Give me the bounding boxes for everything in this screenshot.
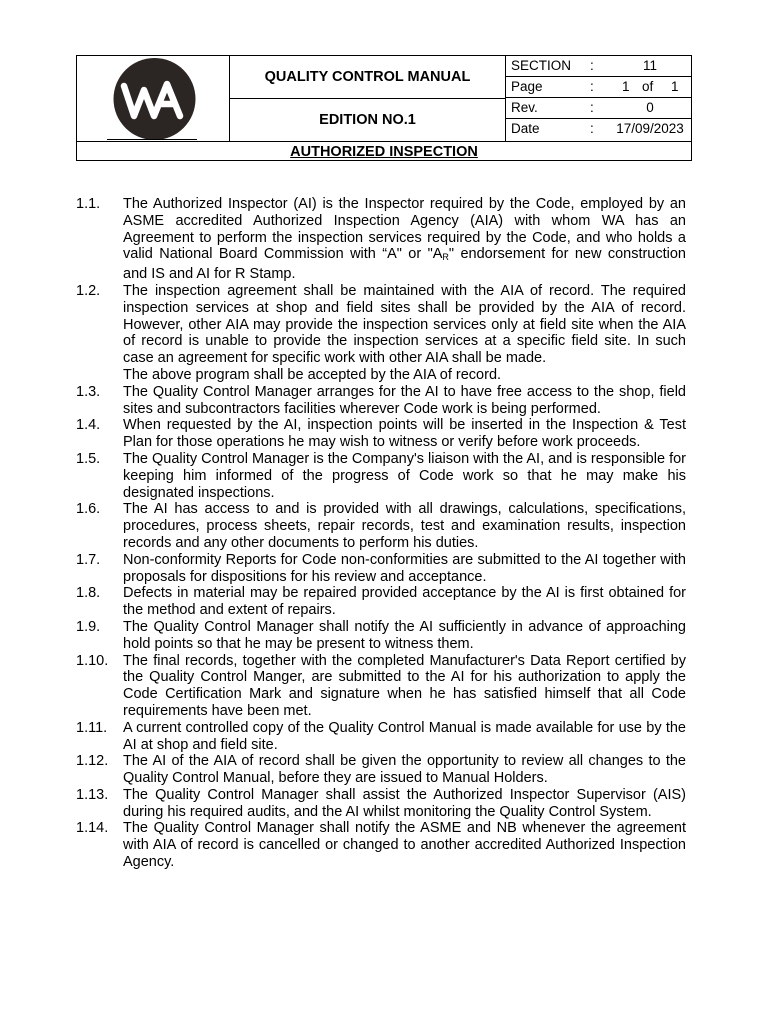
rev-row [506, 98, 692, 119]
item-number: 1.8. [76, 585, 101, 602]
subject-row [77, 141, 691, 161]
section-row [506, 56, 692, 77]
item-number: 1.11. [76, 719, 108, 736]
item-number: 1.2. [76, 282, 101, 299]
rev-label: Rev. [511, 100, 538, 115]
item-text: The Quality Control Manager shall notify the ASME and NB whenever the agreement with AIA of record is cancelled or changed to another accredited Authorized Inspection Agency. [123, 820, 686, 871]
item-text: The final records, together with the completed Manufacturer's Data Report certified by the Quality Control Manger, are submitted to the AI for his authorization to apply the Code Certification Mark and signature when he has satisfied himself that all Code requirements have been met. [123, 652, 686, 719]
section-colon: : [590, 58, 594, 73]
edition-label: EDITION NO.1 [319, 112, 416, 128]
list-item [76, 451, 686, 501]
document-header [76, 55, 692, 161]
list-item [76, 787, 686, 821]
list-item [76, 283, 686, 384]
item-text: Defects in material may be repaired provided acceptance by the AI is first obtained for the method and extent of repairs. [123, 585, 686, 619]
meta-table [505, 56, 692, 141]
date-colon: : [590, 121, 594, 136]
item-text: The AI of the AIA of record shall be given the opportunity to review all changes to the Quality Control Manual, before they are issued to Manual Holders. [123, 753, 686, 787]
list-item [76, 585, 686, 619]
logo-cell [77, 56, 230, 141]
date-value: 17/09/2023 [616, 121, 684, 136]
list-item [76, 619, 686, 653]
page-colon: : [590, 79, 594, 94]
item-number: 1.14. [76, 820, 109, 837]
list-item [76, 417, 686, 451]
item-text: When requested by the AI, inspection points will be inserted in the Inspection & Test Plan for those operations he may wish to witness or verify before work proceeds. [123, 417, 686, 451]
item-text: The Quality Control Manager shall assist the Authorized Inspector Supervisor (AIS) during his required audits, and the AI whilst monitoring the Quality Control System. [123, 786, 686, 820]
page-current: 1 [622, 79, 630, 94]
item-number: 1.6. [76, 501, 101, 518]
item-text: The inspection agreement shall be maintained with the AIA of record. The required inspection services at shop and field sites shall be provided by the AIA of record. However, other AIA may provide the inspection services only at field site when the AIA of record is unable to provide the inspection services at a specific field site. In such case an agreement for specific work with other AIA shall be made. The above program shall be accepted by the AIA of record. [123, 282, 686, 383]
item-text: Non-conformity Reports for Code non-conformities are submitted to the AI together with proposals for dispositions for his review and acceptance. [123, 551, 686, 585]
item-number: 1.4. [76, 417, 101, 434]
item-text: The Quality Control Manager is the Company's liaison with the AI, and is responsible for keeping him informed of the progress of Code work so that he may make his designated inspections. [123, 450, 686, 501]
list-item [76, 653, 686, 720]
list-item [76, 753, 686, 787]
item-number: 1.10. [76, 652, 109, 669]
list-item [76, 820, 686, 870]
item-text: The Quality Control Manager shall notify the AI sufficiently in advance of approaching hold points so that he may be present to witness them. [123, 618, 686, 652]
rev-colon: : [590, 100, 594, 115]
item-number: 1.7. [76, 551, 101, 568]
item-number: 1.3. [76, 383, 101, 400]
item-number: 1.13. [76, 786, 109, 803]
item-text: The AI has access to and is provided with all drawings, calculations, specifications, procedures, process sheets, repair records, test and examination results, inspection records and any other documents to perform his duties. [123, 501, 686, 551]
item-note: The above program shall be accepted by the AIA of record. [123, 366, 502, 383]
list-item [76, 384, 686, 418]
manual-title: QUALITY CONTROL MANUAL [230, 56, 505, 99]
item-number: 1.9. [76, 618, 101, 635]
item-number: 1.1. [76, 196, 101, 212]
item-number: 1.12. [76, 753, 109, 770]
item-text: The Quality Control Manager arranges for the AI to have free access to the shop, field sites and subcontractors facilities wherever Code work is being performed. [123, 383, 686, 417]
date-row [506, 119, 692, 140]
page-total: 1 [671, 79, 679, 94]
section-value: 11 [642, 58, 657, 73]
procedure-list [76, 196, 686, 871]
title-cell [230, 56, 505, 141]
wa-logo [111, 58, 198, 140]
rev-value: 0 [646, 100, 654, 115]
page-label: Page [511, 79, 543, 94]
item-number: 1.5. [76, 450, 101, 467]
list-item [76, 501, 686, 551]
list-item [76, 720, 686, 754]
list-item [76, 196, 686, 283]
list-item [76, 552, 686, 586]
page-row [506, 77, 692, 98]
section-subject: AUTHORIZED INSPECTION [290, 143, 478, 160]
item-text: The Authorized Inspector (AI) is the Inspector required by the Code, employed by an ASME accredited Authorized Inspection Agency (AIA) with whom WA has an Agreement to perform the inspection services required by the Code, and who holds a valid National Board Commission with “A" or "$A_R$" endorsement for new construction and IS and AI for R Stamp. [123, 196, 686, 283]
page-of: of [642, 79, 654, 94]
logo-underline [107, 139, 197, 140]
item-text: A current controlled copy of the Quality Control Manual is made available for use by the AI at shop and field site. [123, 719, 686, 753]
date-label: Date [511, 121, 540, 136]
section-label: SECTION [511, 58, 572, 73]
